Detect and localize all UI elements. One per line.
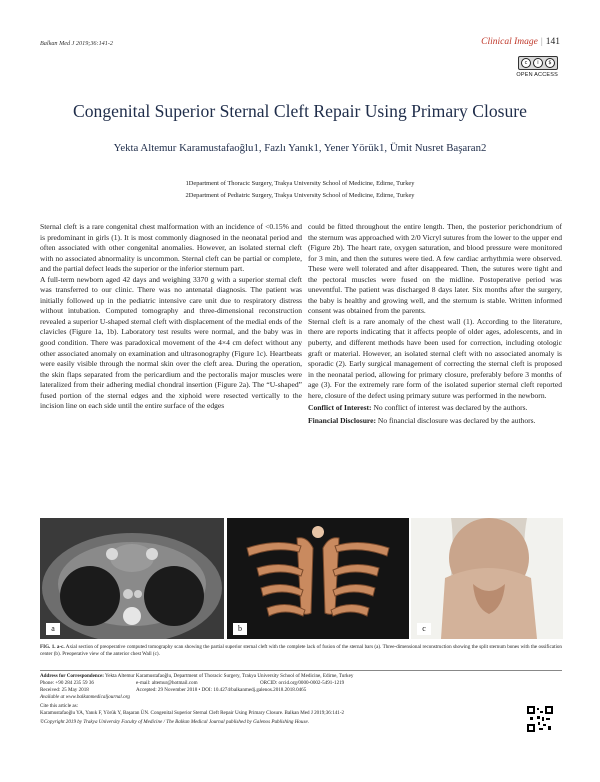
journal-reference: Balkan Med J 2019;36:141-2 — [40, 40, 114, 47]
section-name: Clinical Image — [481, 37, 538, 47]
paragraph: A full-term newborn aged 42 days and weighing 3370 g with a superior sternal cleft was transferred to our clinic. There was no antenatal diagnosis. The patient was initially followed up in the pediatric intensive care unit due to respiratory distress without intubation. Computed tomography and three-dimensional reconstruction revealed a superior U-shaped sternal cleft with displacement of the medial ends of the clavicles (Figure 1a, 1b). Laboratory test results were normal, and the baby was in good condition. There was paradoxical movement of the 4×4 cm defect without any other associated anomaly on examination and ultrasonography (Figure 1c). Heartbeats were easily visible through the normal skin over the cleft area. During the operation, the skin flaps separated from the pericardium and the pectoralis major muscles were lateralized from their adhering medial chondral insertion (Figure 2a). The “U-shaped” fused portion of the sternal edges and the xiphoid were resected vertically to the incision line on each side until the entire surface of the edges — [40, 274, 302, 411]
conflict-of-interest: Conflict of Interest: No conflict of interest was declared by the authors. — [308, 403, 528, 413]
body-column-right — [308, 222, 562, 426]
figure-label: a — [46, 623, 60, 635]
paragraph: Sternal cleft is a rare anomaly of the chest wall (1). According to the literature, there are reports indicating that it affects people of older ages, adolescents, and in puberty, and different methods have been used for correction, including otologic graft or material. However, an isolated sternal cleft with no associated anomaly is sporadic (2). Early surgical management of correcting the sternal cleft is proposed in the neonatal period, allowing for primary closure, preferably before 3 months of age (3). For the extremely rare form of the isolated superior sternal cleft reported here, closure of the defect using primary suture was performed in the newborn. — [308, 316, 562, 400]
paragraph: could be fitted throughout the entire length. Then, the posterior perichondrium of the sternum was approached with 2/0 Vicryl sutures from the lower to the upper end (Figure 2b). The heart rate, oxygen saturation, and blood pressure were monitored for 3 min, and then the sutures were tied. A few cardiac arrhythmia were observed. These were well tolerated and after disappeared. Then, the sutures were tight and the pectoral muscles were fused on the midline. Postoperative period was uneventful. The patient was discharged 8 days later. Six months after the surgery, the baby is healthy and growing well, and the sternum is stable. Written informed consent was obtained from the parents. — [308, 222, 562, 316]
figure-label: c — [417, 623, 431, 635]
figure-1c-clinical-photo — [411, 518, 563, 639]
financial-disclosure: Financial Disclosure: No financial disclosure was declared by the authors. — [308, 415, 536, 425]
body-column-left — [40, 222, 302, 412]
open-access-label: OPEN ACCESS — [516, 72, 558, 78]
correspondence-block: Address for Correspondence: Yekta Altemur Karamustafaoğlu, Department of Thoracic Surgery, Trakya University School of Medicine, Edirne, Turkey Phone: +90 284 235 59 36 e-mail: altemur@hotmail.com ORCID: orcid.org/0000-0002-5491-1219 Received: 25 May 2018 Accepted: 29 November 2018 • DOI: 10.4274/balkanmedj.galenos.2018.2018.0465 Available at www.balkanmedicaljournal.org Cite this article as: Karamustafaoğlu YA, Yanık F, Yörük Y, Başaran ÜN. Congenital Superior Sternal Cleft Repair Using Primary Closure. Balkan Med J 2019;36:141-2 ©Copyright 2019 by Trakya University Faculty of Medicine / The Balkan Medical Journal published by Galenos Publishing House. — [40, 673, 354, 725]
cite-label: Cite this article as: — [40, 703, 79, 709]
affiliation-1: 1Department of Thoracic Surgery, Trakya University School of Medicine, Edirne, Turkey — [185, 180, 415, 187]
affiliation-2: 2Department of Pediatric Surgery, Trakya University School of Medicine, Edirne, Turkey — [185, 192, 415, 199]
figure-1a-ct-scan — [40, 518, 224, 639]
divider — [40, 670, 562, 671]
citation: Karamustafaoğlu YA, Yanık F, Yörük Y, Başaran ÜN. Congenital Superior Sternal Cleft Repair Using Primary Closure. Balkan Med J 2019;36:141-2 — [40, 710, 345, 716]
copyright: ©Copyright 2019 by Trakya University Faculty of Medicine / The Balkan Medical Journal published by Galenos Publishing House. — [40, 719, 309, 725]
accepted-date-doi: Accepted: 29 November 2018 • DOI: 10.4274/balkanmedj.galenos.2018.2018.0465 — [136, 687, 307, 693]
cc-license-icon: c i $ — [518, 56, 558, 70]
figure-1b-3d-reconstruction — [227, 518, 409, 639]
article-title: Congenital Superior Sternal Cleft Repair Using Primary Closure — [73, 101, 527, 121]
figure-caption: FIG. 1. a-c. Axial section of preoperative computed tomography scan showing the partial superior sternal cleft with the complete lack of fusion of the sternal bars (a). Three-dimensional reconstruction showing the split sternum bones with the ossification center (b). Preoperative view of the anterior chest Wall (c). — [40, 644, 562, 657]
author-list: Yekta Altemur Karamustafaoğlu1, Fazlı Yanık1, Yener Yörük1, Ümit Nusret Başaran2 — [113, 142, 487, 154]
paragraph: Sternal cleft is a rare congenital chest malformation with an incidence of <0.15% and is predominant in girls (1). It is most commonly diagnosed in the neonatal period and often associated with other congenital anomalies. However, an isolated sternal cleft with no associated abnormality is uncommon. Sternal cleft can be partial or complete, and the partial defect leads the superior or the inferior sternum part. — [40, 222, 302, 274]
phone: Phone: +90 284 235 59 36 — [40, 680, 94, 686]
qr-code-icon — [527, 706, 553, 732]
page-number: 141 — [545, 37, 560, 47]
orcid: ORCID: orcid.org/0000-0002-5491-1219 — [260, 680, 345, 686]
available-at: Available at www.balkanmedicaljournal.org — [40, 694, 130, 700]
figure-label: b — [233, 623, 247, 635]
received-date: Received: 25 May 2018 — [40, 687, 89, 693]
section-header: Clinical Image | 141 — [481, 37, 560, 47]
email: e-mail: altemur@hotmail.com — [136, 680, 198, 686]
